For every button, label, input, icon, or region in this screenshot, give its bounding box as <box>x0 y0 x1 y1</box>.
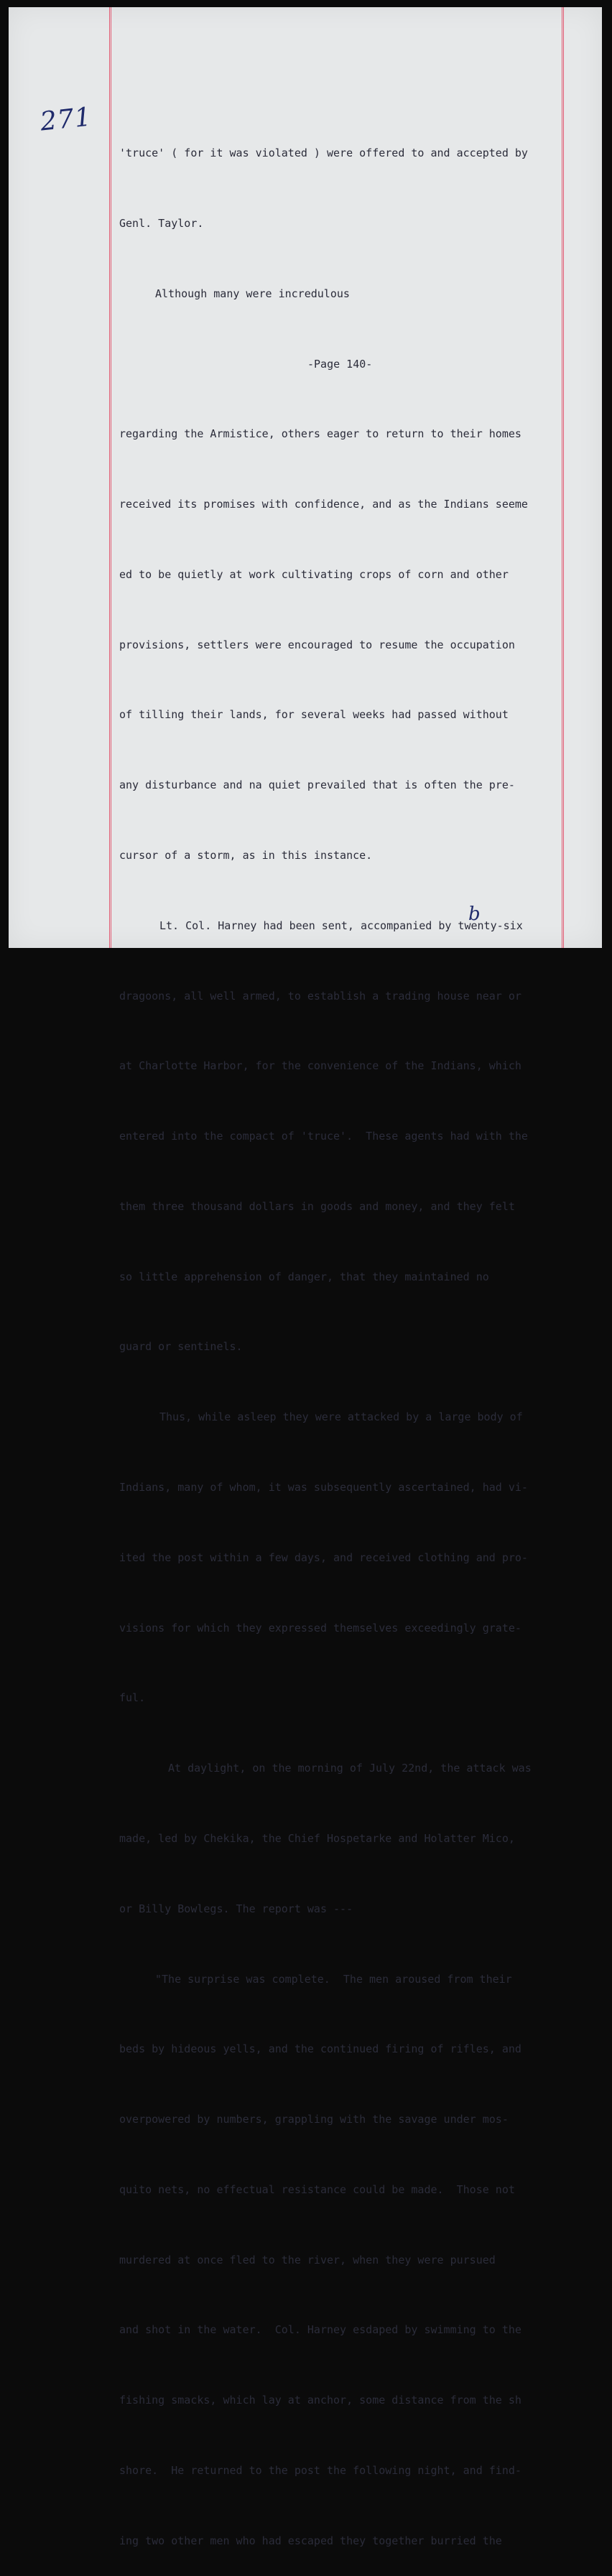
text-line: Although many were incredulous <box>155 287 350 300</box>
text-line: fishing smacks, which lay at anchor, some distance from the sh <box>119 2394 521 2407</box>
text-line: any disturbance and na quiet prevailed that is often the pre- <box>119 778 515 792</box>
text-line: provisions, settlers were encouraged to resume the occupation <box>119 638 515 651</box>
text-line: so little apprehension of danger, that they maintained no <box>119 1270 489 1283</box>
text-line: At daylight, on the morning of July 22nd, the attack was <box>168 1762 532 1775</box>
text-line: visions for which they expressed themselves exceedingly grate- <box>119 1621 521 1635</box>
text-line: Lt. Col. Harney had been sent, accompanied by twenty-six <box>159 919 523 932</box>
text-line: overpowered by numbers, grappling with the savage under mos- <box>119 2113 509 2126</box>
text-line: ited the post within a few days, and received clothing and pro- <box>119 1550 528 1564</box>
text-line: and shot in the water. Col. Harney esdaped by swimming to the <box>119 2323 521 2337</box>
body-text <box>119 95 579 2576</box>
text-line: shore. He returned to the post the following night, and find- <box>119 2463 521 2477</box>
text-line: at Charlotte Harbor, for the convenience of the Indians, which <box>119 1059 521 1073</box>
text-line: "The surprise was complete. The men aroused from their <box>155 1972 512 1986</box>
text-line: made, led by Chekika, the Chief Hospetarke and Holatter Mico, <box>119 1831 515 1845</box>
text-line: 'truce' ( for it was violated ) were offered to and accepted by <box>119 147 528 160</box>
text-line: regarding the Armistice, others eager to return to their homes <box>119 427 521 441</box>
text-line: ful. <box>119 1691 146 1705</box>
text-line: Genl. Taylor. <box>119 216 204 230</box>
text-line: murdered at once fled to the river, when they were pursued <box>119 2253 496 2266</box>
handwritten-correction: b <box>468 903 481 925</box>
text-line: Indians, many of whom, it was subsequently ascertained, had vi- <box>119 1481 528 1494</box>
handwritten-page-number: 271 <box>39 102 93 137</box>
text-line: entered into the compact of 'truce'. These agents had with the <box>119 1130 528 1143</box>
text-line: dragoons, all well armed, to establish a trading house near or <box>119 989 521 1003</box>
page-marker: -Page 140- <box>307 357 373 371</box>
text-line: ed to be quietly at work cultivating crops of corn and other <box>119 567 509 581</box>
text-line: Thus, while asleep they were attacked by a large body of <box>159 1410 523 1424</box>
text-line: quito nets, no effectual resistance could be made. Those not <box>119 2182 515 2196</box>
text-line: cursor of a storm, as in this instance. <box>119 849 373 862</box>
text-line: of tilling their lands, for several weeks had passed without <box>119 708 509 722</box>
left-margin-line <box>109 7 110 948</box>
text-line: guard or sentinels. <box>119 1340 243 1354</box>
text-line: them three thousand dollars in goods and money, and they felt <box>119 1199 515 1213</box>
text-line: received its promises with confidence, and as the Indians seeme <box>119 498 528 511</box>
text-line: beds by hideous yells, and the continued firing of rifles, and <box>119 2042 521 2056</box>
text-line: or Billy Bowlegs. The report was --- <box>119 1902 353 1915</box>
text-line: ing two other men who had escaped they together burried the <box>119 2534 502 2547</box>
